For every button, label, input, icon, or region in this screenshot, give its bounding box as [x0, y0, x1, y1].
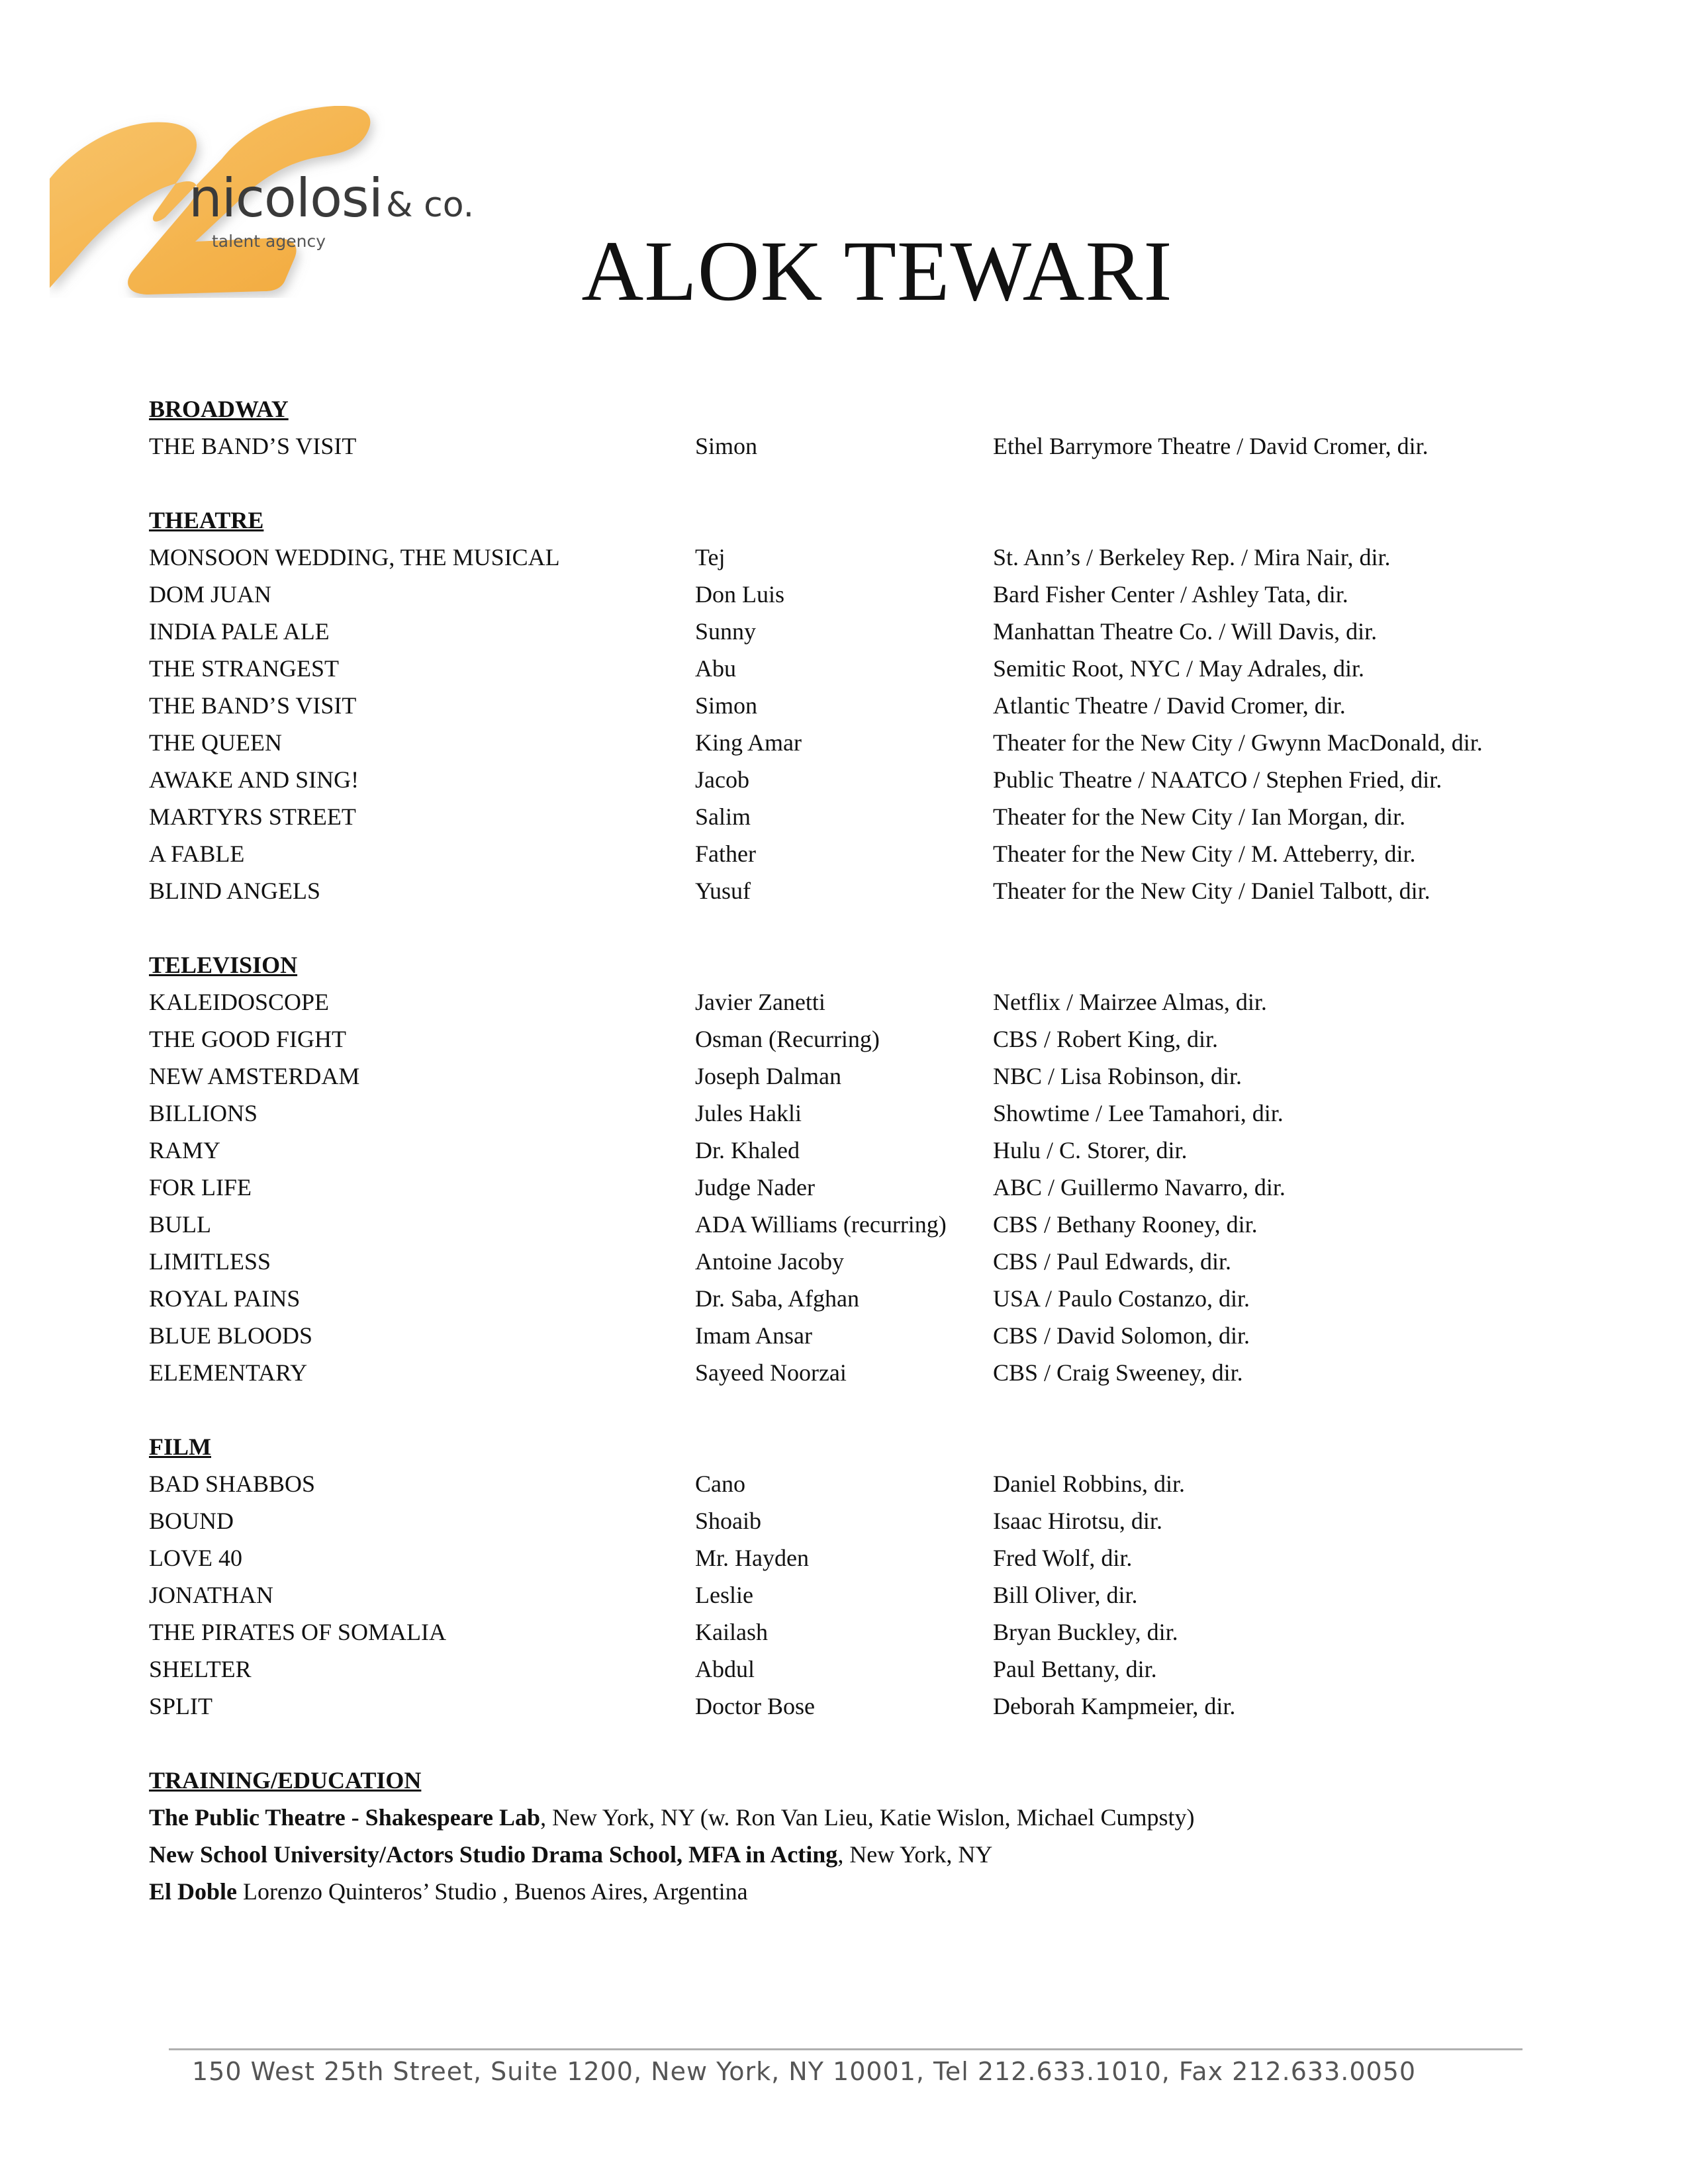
credit-role: Simon: [695, 692, 758, 719]
credit-row: [149, 724, 1572, 761]
credit-venue: ABC / Guillermo Navarro, dir.: [993, 1174, 1286, 1201]
credit-venue: Fred Wolf, dir.: [993, 1545, 1133, 1571]
footer-divider: [169, 2048, 1523, 2050]
training-item: [149, 1836, 1572, 1873]
section-title: FILM: [149, 1433, 211, 1460]
agency-logo-wordmark: [189, 167, 475, 229]
credit-role: Dr. Khaled: [695, 1137, 800, 1163]
credit-role: Jacob: [695, 766, 749, 793]
section-training: [149, 1762, 1572, 1910]
credit-row: [149, 1465, 1572, 1502]
credit-title: THE GOOD FIGHT: [149, 1026, 346, 1052]
credit-row: [149, 1132, 1572, 1169]
credit-title: BILLIONS: [149, 1100, 258, 1126]
credit-venue: CBS / Bethany Rooney, dir.: [993, 1211, 1258, 1238]
credit-venue: CBS / Craig Sweeney, dir.: [993, 1359, 1243, 1386]
credit-role: Shoaib: [695, 1508, 762, 1534]
training-item: [149, 1799, 1572, 1836]
credit-row: [149, 835, 1572, 872]
credit-title: BLIND ANGELS: [149, 878, 320, 904]
credit-venue: Bryan Buckley, dir.: [993, 1619, 1178, 1645]
credit-title: ELEMENTARY: [149, 1359, 308, 1386]
credit-row: [149, 872, 1572, 909]
credit-title: BOUND: [149, 1508, 234, 1534]
credit-venue: Atlantic Theatre / David Cromer, dir.: [993, 692, 1346, 719]
credit-role: Don Luis: [695, 581, 784, 608]
credit-role: Judge Nader: [695, 1174, 815, 1201]
credit-venue: Showtime / Lee Tamahori, dir.: [993, 1100, 1284, 1126]
credit-venue: CBS / Paul Edwards, dir.: [993, 1248, 1232, 1275]
credit-title: SPLIT: [149, 1693, 213, 1719]
credit-role: Leslie: [695, 1582, 753, 1608]
credit-title: RAMY: [149, 1137, 221, 1163]
credit-role: Salim: [695, 803, 751, 830]
credit-role: Simon: [695, 433, 758, 459]
credit-role: ADA Williams (recurring): [695, 1211, 947, 1238]
credit-role: Yusuf: [695, 878, 751, 904]
credit-venue: Semitic Root, NYC / May Adrales, dir.: [993, 655, 1364, 682]
credit-row: [149, 1614, 1572, 1651]
credit-role: Abdul: [695, 1656, 755, 1682]
credit-row: [149, 687, 1572, 724]
section-title: BROADWAY: [149, 396, 289, 422]
credit-venue: CBS / Robert King, dir.: [993, 1026, 1219, 1052]
credit-title: LIMITLESS: [149, 1248, 271, 1275]
credit-row: [149, 1280, 1572, 1317]
credit-role: Osman (Recurring): [695, 1026, 880, 1052]
section-television: [149, 946, 1572, 1391]
credit-role: Sunny: [695, 618, 757, 645]
credit-title: LOVE 40: [149, 1545, 242, 1571]
credit-row: [149, 650, 1572, 687]
training-school: The Public Theatre - Shakespeare Lab: [149, 1804, 541, 1831]
credit-venue: Daniel Robbins, dir.: [993, 1471, 1185, 1497]
credit-role: Antoine Jacoby: [695, 1248, 844, 1275]
credit-venue: Isaac Hirotsu, dir.: [993, 1508, 1162, 1534]
credit-row: [149, 428, 1572, 465]
credit-title: THE BAND’S VISIT: [149, 433, 357, 459]
credit-row: [149, 1688, 1572, 1725]
credit-title: BLUE BLOODS: [149, 1322, 313, 1349]
credit-venue: Public Theatre / NAATCO / Stephen Fried, dir.: [993, 766, 1442, 793]
actor-name: ALOK TEWARI: [581, 224, 1173, 319]
credit-row: [149, 798, 1572, 835]
credit-row: [149, 1021, 1572, 1058]
credit-title: INDIA PALE ALE: [149, 618, 330, 645]
credit-venue: Paul Bettany, dir.: [993, 1656, 1157, 1682]
credit-title: ROYAL PAINS: [149, 1285, 301, 1312]
credit-row: [149, 1502, 1572, 1539]
credit-role: Imam Ansar: [695, 1322, 812, 1349]
credit-role: Tej: [695, 544, 726, 570]
credit-role: Kailash: [695, 1619, 768, 1645]
credit-title: JONATHAN: [149, 1582, 273, 1608]
credit-venue: Bard Fisher Center / Ashley Tata, dir.: [993, 581, 1348, 608]
credit-row: [149, 983, 1572, 1021]
credit-title: AWAKE AND SING!: [149, 766, 359, 793]
credit-title: THE BAND’S VISIT: [149, 692, 357, 719]
credit-title: THE PIRATES OF SOMALIA: [149, 1619, 447, 1645]
training-school: New School University/Actors Studio Drama School, MFA in Acting: [149, 1841, 838, 1868]
credit-row: [149, 1095, 1572, 1132]
credit-title: FOR LIFE: [149, 1174, 252, 1201]
training-item: [149, 1873, 1572, 1910]
credit-role: Jules Hakli: [695, 1100, 802, 1126]
credit-row: [149, 1206, 1572, 1243]
credit-row: [149, 1169, 1572, 1206]
credit-venue: Theater for the New City / Daniel Talbott, dir.: [993, 878, 1430, 904]
credit-title: BAD SHABBOS: [149, 1471, 316, 1497]
credit-title: MONSOON WEDDING, THE MUSICAL: [149, 544, 560, 570]
section-title: TELEVISION: [149, 952, 298, 978]
credit-row: [149, 1317, 1572, 1354]
credit-venue: St. Ann’s / Berkeley Rep. / Mira Nair, dir.: [993, 544, 1391, 570]
credit-venue: USA / Paulo Costanzo, dir.: [993, 1285, 1250, 1312]
credit-venue: Bill Oliver, dir.: [993, 1582, 1138, 1608]
training-school: El Doble: [149, 1878, 238, 1905]
credit-venue: Deborah Kampmeier, dir.: [993, 1693, 1236, 1719]
section-film: [149, 1428, 1572, 1725]
section-theatre: [149, 502, 1572, 909]
credit-role: Cano: [695, 1471, 745, 1497]
credit-venue: CBS / David Solomon, dir.: [993, 1322, 1250, 1349]
footer-address: 150 West 25th Street, Suite 1200, New York, NY 10001, Tel 212.633.1010, Fax 212.633.0050: [192, 2057, 1417, 2086]
credit-row: [149, 761, 1572, 798]
section-title: THEATRE: [149, 507, 264, 533]
resume-body: [149, 390, 1572, 1947]
credit-title: KALEIDOSCOPE: [149, 989, 330, 1015]
training-details: Lorenzo Quinteros’ Studio , Buenos Aires, Argentina: [237, 1878, 748, 1905]
credit-role: Father: [695, 841, 756, 867]
agency-logo-name: nicolosi: [189, 167, 383, 229]
training-details: , New York, NY: [837, 1841, 993, 1868]
credit-row: [149, 576, 1572, 613]
training-details: , New York, NY (w. Ron Van Lieu, Katie Wislon, Michael Cumpsty): [540, 1804, 1195, 1831]
credit-venue: Theater for the New City / M. Atteberry, dir.: [993, 841, 1416, 867]
credit-venue: Hulu / C. Storer, dir.: [993, 1137, 1188, 1163]
credit-row: [149, 1058, 1572, 1095]
credit-row: [149, 1651, 1572, 1688]
credit-title: A FABLE: [149, 841, 245, 867]
credit-role: Sayeed Noorzai: [695, 1359, 847, 1386]
credit-title: THE STRANGEST: [149, 655, 339, 682]
credit-row: [149, 1576, 1572, 1614]
credit-venue: Theater for the New City / Gwynn MacDonald, dir.: [993, 729, 1483, 756]
section-broadway: [149, 390, 1572, 465]
credit-row: [149, 1243, 1572, 1280]
credit-role: Mr. Hayden: [695, 1545, 809, 1571]
credit-title: SHELTER: [149, 1656, 252, 1682]
credit-role: Abu: [695, 655, 736, 682]
credit-role: Javier Zanetti: [695, 989, 825, 1015]
credit-venue: Netflix / Mairzee Almas, dir.: [993, 989, 1267, 1015]
credit-venue: Ethel Barrymore Theatre / David Cromer, dir.: [993, 433, 1429, 459]
agency-logo-amp: & co.: [386, 185, 475, 225]
agency-logo-tagline: talent agency: [212, 232, 326, 251]
credit-row: [149, 1539, 1572, 1576]
credit-row: [149, 613, 1572, 650]
credit-title: BULL: [149, 1211, 211, 1238]
credit-row: [149, 539, 1572, 576]
section-title: TRAINING/EDUCATION: [149, 1767, 422, 1794]
credit-venue: NBC / Lisa Robinson, dir.: [993, 1063, 1243, 1089]
credit-role: Doctor Bose: [695, 1693, 815, 1719]
credit-title: DOM JUAN: [149, 581, 272, 608]
credit-role: Joseph Dalman: [695, 1063, 841, 1089]
credit-title: NEW AMSTERDAM: [149, 1063, 360, 1089]
credit-role: Dr. Saba, Afghan: [695, 1285, 859, 1312]
credit-title: MARTYRS STREET: [149, 803, 356, 830]
credit-title: THE QUEEN: [149, 729, 282, 756]
credit-row: [149, 1354, 1572, 1391]
credit-venue: Theater for the New City / Ian Morgan, dir.: [993, 803, 1406, 830]
credit-role: King Amar: [695, 729, 802, 756]
credit-venue: Manhattan Theatre Co. / Will Davis, dir.: [993, 618, 1378, 645]
